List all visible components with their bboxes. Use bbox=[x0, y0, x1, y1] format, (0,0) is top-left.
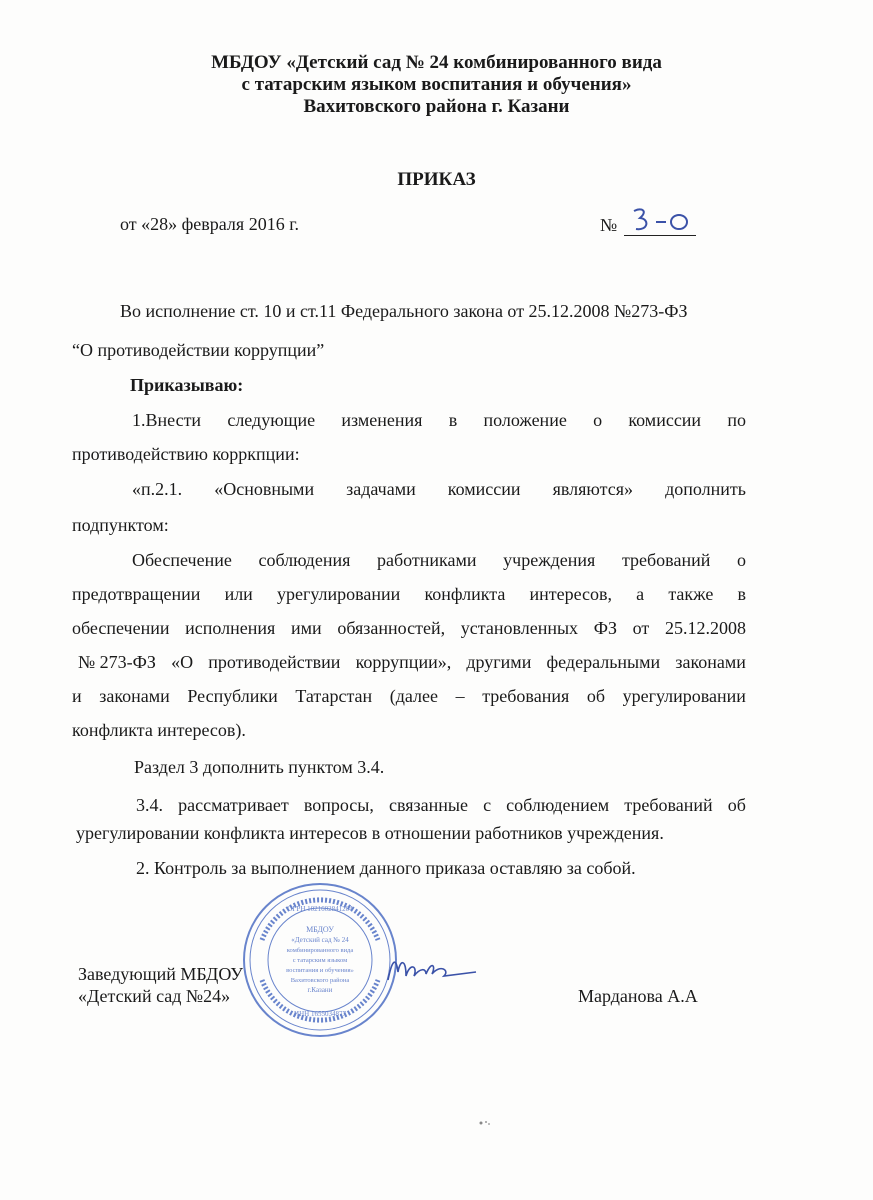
provision-line-3 bbox=[72, 617, 746, 639]
word: 25.12.2008 bbox=[664, 618, 746, 638]
word: вопросы, bbox=[303, 795, 374, 815]
word: интересов, bbox=[529, 584, 613, 604]
word: комиссии bbox=[628, 410, 702, 430]
word: а bbox=[636, 584, 645, 604]
word: являются» bbox=[552, 479, 633, 499]
section3-line: Раздел 3 дополнить пунктом 3.4. bbox=[134, 757, 385, 777]
stamp-text: «Детский сад № 24 bbox=[291, 936, 349, 944]
stamp-inn: ИНН 1655034877 bbox=[294, 1010, 346, 1018]
word: от bbox=[632, 618, 650, 638]
word: ФЗ bbox=[593, 618, 617, 638]
provision-line-1 bbox=[132, 549, 746, 571]
stamp-text: МБДОУ bbox=[306, 925, 334, 934]
word: о bbox=[736, 550, 746, 570]
stamp-text: воспитания и обучения» bbox=[286, 967, 354, 974]
word: изменения bbox=[341, 410, 423, 430]
word: и bbox=[72, 686, 82, 706]
official-stamp-icon bbox=[240, 880, 400, 1040]
word: предотвращении bbox=[72, 584, 201, 604]
scan-speck-icon bbox=[478, 1120, 492, 1126]
p34-line-2: урегулировании конфликта интересов в отношении работников учреждения. bbox=[76, 823, 664, 843]
word: соблюдения bbox=[258, 550, 351, 570]
provision-line-5 bbox=[72, 685, 746, 707]
word: законами bbox=[99, 686, 170, 706]
word: 1.Внести bbox=[132, 410, 202, 430]
word: другими bbox=[466, 652, 532, 672]
stamp-text: г.Казани bbox=[307, 986, 333, 994]
word: № 273-ФЗ bbox=[78, 652, 156, 672]
word: соблюдением bbox=[506, 795, 610, 815]
stamp-text: комбинированного вида bbox=[286, 947, 354, 954]
preamble-line-2: “О противодействии коррупции” bbox=[72, 340, 325, 360]
order-word: Приказываю: bbox=[130, 375, 244, 395]
word: исполнения bbox=[185, 618, 276, 638]
word: установленных bbox=[460, 618, 579, 638]
p21-line-2: подпунктом: bbox=[72, 515, 169, 535]
word: требований bbox=[621, 550, 711, 570]
word: «Основными bbox=[214, 479, 315, 499]
word: требования bbox=[482, 686, 570, 706]
signatory-role-line-2: «Детский сад №24» bbox=[78, 986, 231, 1006]
signatory-role-line-1: Заведующий МБДОУ bbox=[78, 964, 244, 984]
order-number bbox=[600, 205, 700, 241]
word: связанные bbox=[388, 795, 468, 815]
word: Республики bbox=[187, 686, 278, 706]
document-title: ПРИКАЗ bbox=[397, 169, 476, 190]
word: комиссии bbox=[447, 479, 521, 499]
number-underline bbox=[624, 235, 696, 236]
word: работниками bbox=[377, 550, 477, 570]
word: рассматривает bbox=[178, 795, 289, 815]
preamble-line-1: Во исполнение ст. 10 и ст.11 Федерального закона от 25.12.2008 №273-ФЗ bbox=[120, 301, 688, 321]
stamp-ogrn: ОГРН 1021602841204 bbox=[287, 905, 353, 913]
number-sign: № bbox=[600, 215, 618, 235]
word: с bbox=[483, 795, 492, 815]
org-name-line-2: с татарским языком воспитания и обучения» bbox=[241, 74, 632, 95]
signatory-name: Марданова А.А bbox=[578, 986, 698, 1006]
word: противодействии bbox=[208, 652, 341, 672]
handwritten-number bbox=[624, 205, 694, 235]
word: законами bbox=[675, 652, 746, 672]
word: следующие bbox=[227, 410, 316, 430]
word: или bbox=[224, 584, 253, 604]
p34-line-1 bbox=[136, 794, 746, 816]
provision-line-4 bbox=[78, 651, 746, 673]
word: федеральными bbox=[546, 652, 661, 672]
item1-line-1 bbox=[132, 409, 746, 431]
word: задачами bbox=[346, 479, 416, 499]
word: – bbox=[455, 686, 465, 706]
org-name-line-1: МБДОУ «Детский сад № 24 комбинированного вида bbox=[211, 52, 662, 73]
word: по bbox=[727, 410, 746, 430]
word: дополнить bbox=[665, 479, 746, 499]
word: «О bbox=[171, 652, 194, 672]
order-date: от «28» февраля 2016 г. bbox=[120, 214, 300, 234]
item1-line-2: противодействию корркпции: bbox=[72, 444, 300, 464]
word: обеспечении bbox=[72, 618, 170, 638]
provision-line-6: конфликта интересов). bbox=[72, 720, 246, 740]
p21-line-1 bbox=[132, 478, 746, 500]
word: об bbox=[586, 686, 605, 706]
word: Татарстан bbox=[295, 686, 373, 706]
word: Обеспечение bbox=[132, 550, 232, 570]
word: урегулировании bbox=[622, 686, 746, 706]
item2-line: 2. Контроль за выполнением данного приказа оставляю за собой. bbox=[136, 858, 636, 878]
word: урегулировании bbox=[276, 584, 401, 604]
provision-line-2 bbox=[72, 583, 746, 605]
word: «п.2.1. bbox=[132, 479, 183, 499]
word: в bbox=[448, 410, 458, 430]
stamp-text: Вахитовского района bbox=[290, 977, 350, 984]
word: о bbox=[593, 410, 603, 430]
word: также bbox=[668, 584, 714, 604]
word: конфликта bbox=[424, 584, 506, 604]
stamp-text: с татарским языком bbox=[292, 957, 348, 964]
word: положение bbox=[483, 410, 567, 430]
word: об bbox=[727, 795, 746, 815]
word: обязанностей, bbox=[337, 618, 446, 638]
word: ими bbox=[290, 618, 322, 638]
signature-icon bbox=[380, 950, 480, 990]
word: (далее bbox=[389, 686, 439, 706]
word: 3.4. bbox=[136, 795, 163, 815]
org-name-line-3: Вахитовского района г. Казани bbox=[303, 96, 570, 117]
word: коррупции», bbox=[355, 652, 452, 672]
word: требований bbox=[624, 795, 713, 815]
word: в bbox=[737, 584, 746, 604]
word: учреждения bbox=[503, 550, 596, 570]
